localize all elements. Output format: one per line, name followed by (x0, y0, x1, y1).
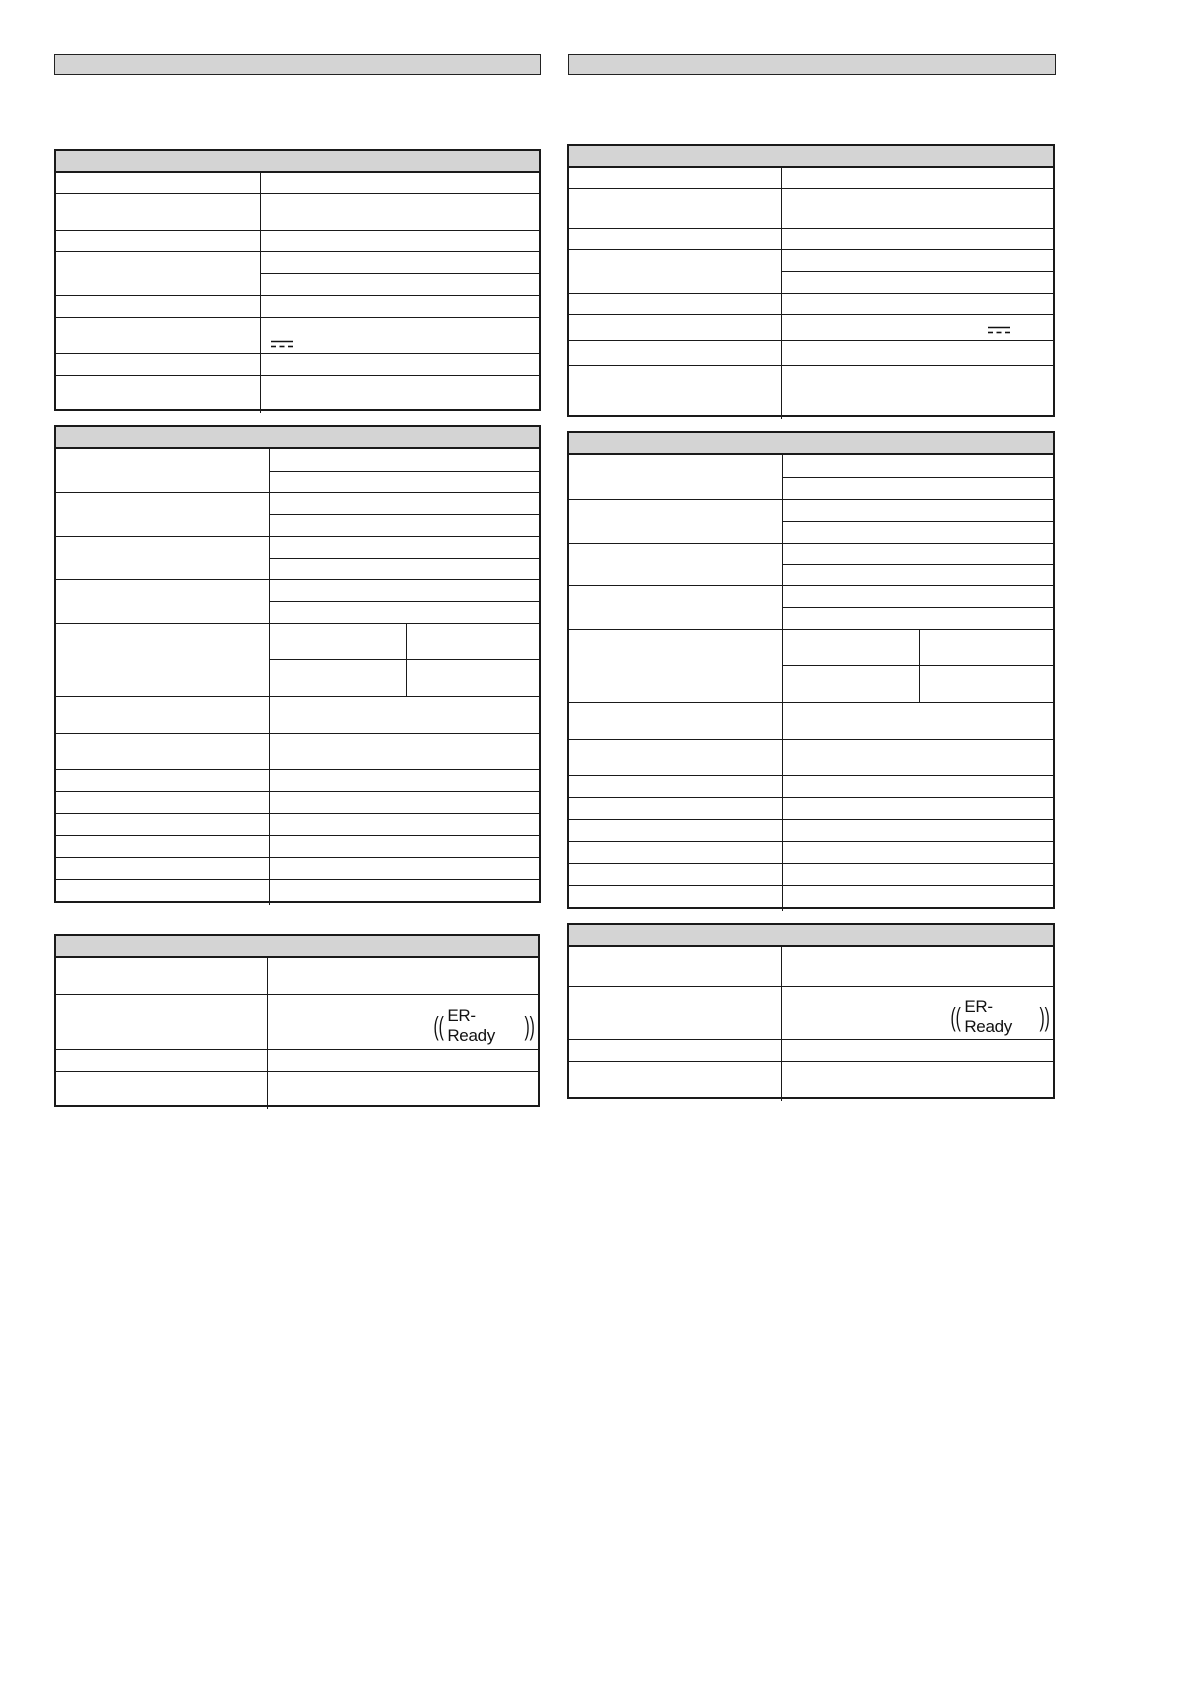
row-divider (56, 879, 539, 880)
row-divider (569, 365, 1053, 366)
row-divider (56, 791, 539, 792)
row-divider (56, 353, 539, 354)
right-spec-table-2 (567, 431, 1055, 909)
row-divider (269, 558, 539, 559)
row-divider (569, 228, 1053, 229)
row-divider (569, 1061, 1053, 1062)
row-divider (56, 835, 539, 836)
right-spec-table-3 (567, 923, 1055, 1099)
row-divider (569, 797, 1053, 798)
row-divider (569, 585, 1053, 586)
row-divider (56, 696, 539, 697)
row-divider (782, 521, 1053, 522)
right-spec-table-1 (567, 144, 1055, 417)
row-divider (56, 492, 539, 493)
row-divider (569, 819, 1053, 820)
row-divider (569, 340, 1053, 341)
row-divider (569, 249, 1053, 250)
row-divider (269, 514, 539, 515)
row-divider (56, 1049, 538, 1050)
row-divider (56, 994, 538, 995)
er-ready-logo-icon: (( ER-Ready )) (433, 1006, 535, 1045)
row-divider (569, 885, 1053, 886)
row-divider (56, 251, 539, 252)
table-header (569, 925, 1053, 947)
row-divider (781, 271, 1053, 272)
row-divider (569, 543, 1053, 544)
row-divider (269, 601, 539, 602)
row-divider (56, 857, 539, 858)
row-divider (569, 499, 1053, 500)
row-divider (569, 863, 1053, 864)
table-header (56, 427, 539, 449)
row-divider (56, 317, 539, 318)
row-divider (569, 314, 1053, 315)
row-divider (56, 579, 539, 580)
row-divider (56, 230, 539, 231)
row-divider (569, 739, 1053, 740)
row-divider (569, 1039, 1053, 1040)
er-ready-logo-icon: (( ER-Ready )) (950, 997, 1050, 1036)
row-divider (569, 629, 1053, 630)
left-section-header-bar (54, 54, 541, 75)
row-divider (782, 665, 1053, 666)
row-divider (569, 293, 1053, 294)
row-divider (569, 188, 1053, 189)
table-header (569, 146, 1053, 168)
column-divider (781, 947, 782, 1101)
row-divider (569, 841, 1053, 842)
row-divider (782, 607, 1053, 608)
row-divider (569, 986, 1053, 987)
row-divider (56, 623, 539, 624)
row-divider (56, 769, 539, 770)
row-divider (56, 375, 539, 376)
dc-current-symbol-icon (271, 340, 293, 348)
left-spec-table-3 (54, 934, 540, 1107)
row-divider (782, 564, 1053, 565)
row-divider (56, 733, 539, 734)
right-section-header-bar (568, 54, 1056, 75)
row-divider (56, 813, 539, 814)
row-divider (569, 775, 1053, 776)
left-spec-table-2 (54, 425, 541, 903)
table-header (56, 151, 539, 173)
row-divider (782, 477, 1053, 478)
row-divider (56, 295, 539, 296)
column-divider (782, 455, 783, 911)
row-divider (569, 702, 1053, 703)
column-divider (269, 449, 270, 905)
table-header (569, 433, 1053, 455)
row-divider (56, 536, 539, 537)
dc-current-symbol-icon (988, 326, 1010, 334)
row-divider (260, 273, 539, 274)
row-divider (56, 1071, 538, 1072)
left-spec-table-1 (54, 149, 541, 411)
column-divider (267, 958, 268, 1109)
table-header (56, 936, 538, 958)
row-divider (269, 659, 539, 660)
column-divider (260, 173, 261, 413)
row-divider (269, 471, 539, 472)
row-divider (56, 193, 539, 194)
